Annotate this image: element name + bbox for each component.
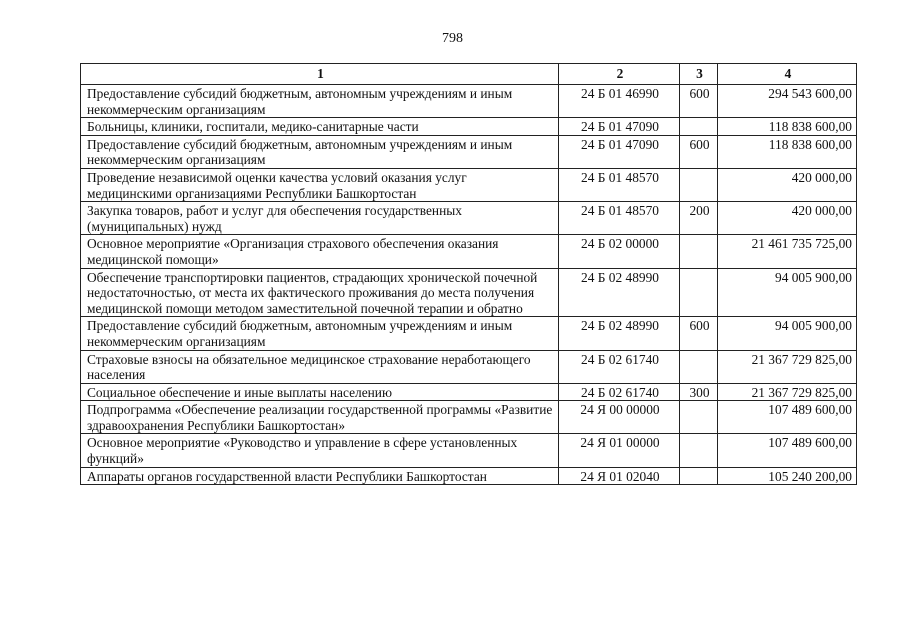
row-code-cell: 24 Б 02 48990 <box>559 268 680 317</box>
row-name-cell: Страховые взносы на обязательное медицинское страхование неработающего населения <box>81 350 559 383</box>
row-name-cell: Основное мероприятие «Руководство и управление в сфере установленных функций» <box>81 434 559 467</box>
row-name-cell: Предоставление субсидий бюджетным, автономным учреждениям и иным некоммерческим организациям <box>81 317 559 350</box>
row-name-cell: Проведение независимой оценки качества условий оказания услуг медицинскими организациями Республики Башкортостан <box>81 168 559 201</box>
table-row <box>81 168 857 201</box>
column-header-name: 1 <box>81 64 559 85</box>
table-row <box>81 401 857 434</box>
row-type-cell <box>680 350 718 383</box>
row-amount-cell: 94 005 900,00 <box>718 268 857 317</box>
row-amount-cell: 107 489 600,00 <box>718 434 857 467</box>
table-row <box>81 202 857 235</box>
table-row <box>81 434 857 467</box>
row-code-cell: 24 Я 01 02040 <box>559 467 680 485</box>
row-amount-cell: 118 838 600,00 <box>718 135 857 168</box>
row-type-cell: 600 <box>680 135 718 168</box>
table-row <box>81 383 857 401</box>
row-amount-cell: 21 367 729 825,00 <box>718 350 857 383</box>
row-type-cell <box>680 168 718 201</box>
row-amount-cell: 105 240 200,00 <box>718 467 857 485</box>
row-name-cell: Социальное обеспечение и иные выплаты населению <box>81 383 559 401</box>
row-type-cell: 200 <box>680 202 718 235</box>
row-code-cell: 24 Я 01 00000 <box>559 434 680 467</box>
page-number: 798 <box>442 31 463 46</box>
row-type-cell: 600 <box>680 317 718 350</box>
row-amount-cell: 21 461 735 725,00 <box>718 235 857 268</box>
row-code-cell: 24 Б 01 48570 <box>559 168 680 201</box>
column-header-type: 3 <box>680 64 718 85</box>
row-code-cell: 24 Б 01 47090 <box>559 135 680 168</box>
row-code-cell: 24 Б 01 48570 <box>559 202 680 235</box>
row-code-cell: 24 Я 00 00000 <box>559 401 680 434</box>
table-header-row <box>81 64 857 85</box>
table-row <box>81 135 857 168</box>
row-name-cell: Аппараты органов государственной власти Республики Башкортостан <box>81 467 559 485</box>
row-type-cell <box>680 401 718 434</box>
row-amount-cell: 21 367 729 825,00 <box>718 383 857 401</box>
row-amount-cell: 420 000,00 <box>718 168 857 201</box>
row-name-cell: Предоставление субсидий бюджетным, автономным учреждениям и иным некоммерческим организациям <box>81 85 559 118</box>
row-amount-cell: 294 543 600,00 <box>718 85 857 118</box>
row-code-cell: 24 Б 02 61740 <box>559 383 680 401</box>
row-code-cell: 24 Б 01 46990 <box>559 85 680 118</box>
row-name-cell: Подпрограмма «Обеспечение реализации государственной программы «Развитие здравоохранения Республики Башкортостан» <box>81 401 559 434</box>
row-type-cell <box>680 235 718 268</box>
table-row <box>81 350 857 383</box>
table-row <box>81 118 857 136</box>
row-amount-cell: 107 489 600,00 <box>718 401 857 434</box>
row-type-cell: 600 <box>680 85 718 118</box>
row-code-cell: 24 Б 02 00000 <box>559 235 680 268</box>
row-type-cell <box>680 434 718 467</box>
table-row <box>81 85 857 118</box>
table-row <box>81 467 857 485</box>
table-body <box>81 85 857 485</box>
budget-table <box>80 63 857 485</box>
row-code-cell: 24 Б 01 47090 <box>559 118 680 136</box>
row-type-cell: 300 <box>680 383 718 401</box>
row-code-cell: 24 Б 02 61740 <box>559 350 680 383</box>
row-type-cell <box>680 118 718 136</box>
row-amount-cell: 94 005 900,00 <box>718 317 857 350</box>
table-row <box>81 317 857 350</box>
row-name-cell: Основное мероприятие «Организация страхового обеспечения оказания медицинской помощи» <box>81 235 559 268</box>
row-code-cell: 24 Б 02 48990 <box>559 317 680 350</box>
column-header-code: 2 <box>559 64 680 85</box>
row-name-cell: Закупка товаров, работ и услуг для обеспечения государственных (муниципальных) нужд <box>81 202 559 235</box>
row-amount-cell: 118 838 600,00 <box>718 118 857 136</box>
row-name-cell: Больницы, клиники, госпитали, медико-санитарные части <box>81 118 559 136</box>
table-row <box>81 268 857 317</box>
table-row <box>81 235 857 268</box>
row-type-cell <box>680 467 718 485</box>
row-name-cell: Обеспечение транспортировки пациентов, страдающих хронической почечной недостаточностью, от места их фактического проживания до места получения медицинской помощи методом заместительной почечной терапии и обратно <box>81 268 559 317</box>
row-type-cell <box>680 268 718 317</box>
row-name-cell: Предоставление субсидий бюджетным, автономным учреждениям и иным некоммерческим организациям <box>81 135 559 168</box>
row-amount-cell: 420 000,00 <box>718 202 857 235</box>
column-header-amount: 4 <box>718 64 857 85</box>
